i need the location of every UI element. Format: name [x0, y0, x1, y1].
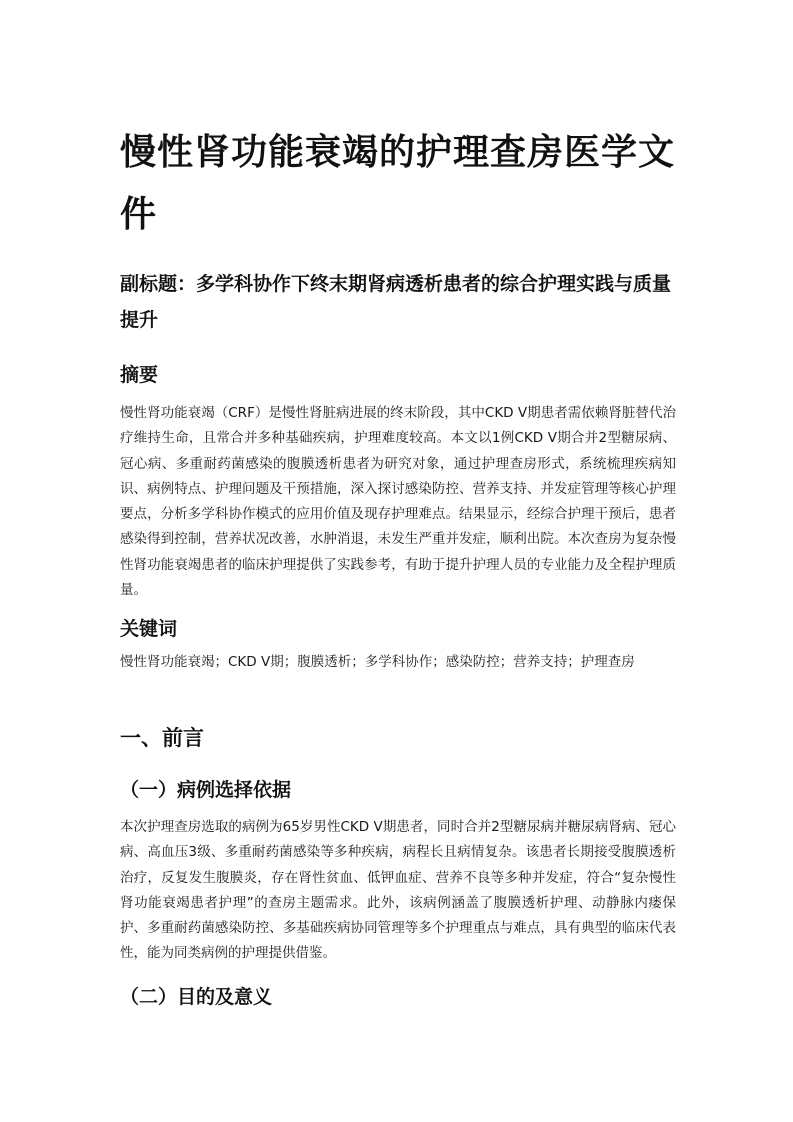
keywords-heading: 关键词: [120, 618, 178, 640]
section-1-1-text: 本次护理查房选取的病例为65岁男性CKD V期患者，同时合并2型糖尿病并糖尿病肾病、冠心病、高血压3级、多重耐药菌感染等多种疾病，病程长且病情复杂。该患者长期接受腹膜透析治疗，反复发生腹膜炎，存在肾性贫血、低钾血症、营养不良等多种并发症，符合“复杂慢性肾功能衰竭患者护理”的查房主题需求。此外，该病例涵盖了腹膜透析护理、动静脉内瘘保护、多重耐药菌感染防控、多基础疾病协同管理等多个护理重点与难点，具有典型的临床代表性，能为同类病例的护理提供借鉴。: [120, 819, 676, 962]
section-1-heading: 一、前言: [120, 726, 204, 750]
section-1-1-heading: （一）病例选择依据: [120, 779, 292, 801]
keywords-text: 慢性肾功能衰竭；CKD V期；腹膜透析；多学科协作；感染防控；营养支持；护理查房: [120, 654, 635, 670]
abstract-text: 慢性肾功能衰竭（CRF）是慢性肾脏病进展的终末阶段，其中CKD V期患者需依赖肾脏替代治疗维持生命，且常合并多种基础疾病，护理难度较高。本文以1例CKD V期合并2型糖尿病、冠心病、多重耐药菌感染的腹膜透析患者为研究对象，通过护理查房形式，系统梳理疾病知识、病例特点、护理问题及干预措施，深入探讨感染防控、营养支持、并发症管理等核心护理要点，分析多学科协作模式的应用价值及现存护理难点。结果显示，经综合护理干预后，患者感染得到控制，营养状况改善，水肿消退，未发生严重并发症，顺利出院。本次查房为复杂慢性肾功能衰竭患者的临床护理提供了实践参考，有助于提升护理人员的专业能力及全程护理质量。: [120, 405, 676, 599]
document-subtitle: 副标题：多学科协作下终末期肾病透析患者的综合护理实践与质量提升: [120, 273, 672, 331]
document-title: 慢性肾功能衰竭的护理查房医学文件: [120, 132, 676, 235]
abstract-heading: 摘要: [120, 364, 159, 386]
section-1-2-heading: （二）目的及意义: [120, 986, 273, 1008]
